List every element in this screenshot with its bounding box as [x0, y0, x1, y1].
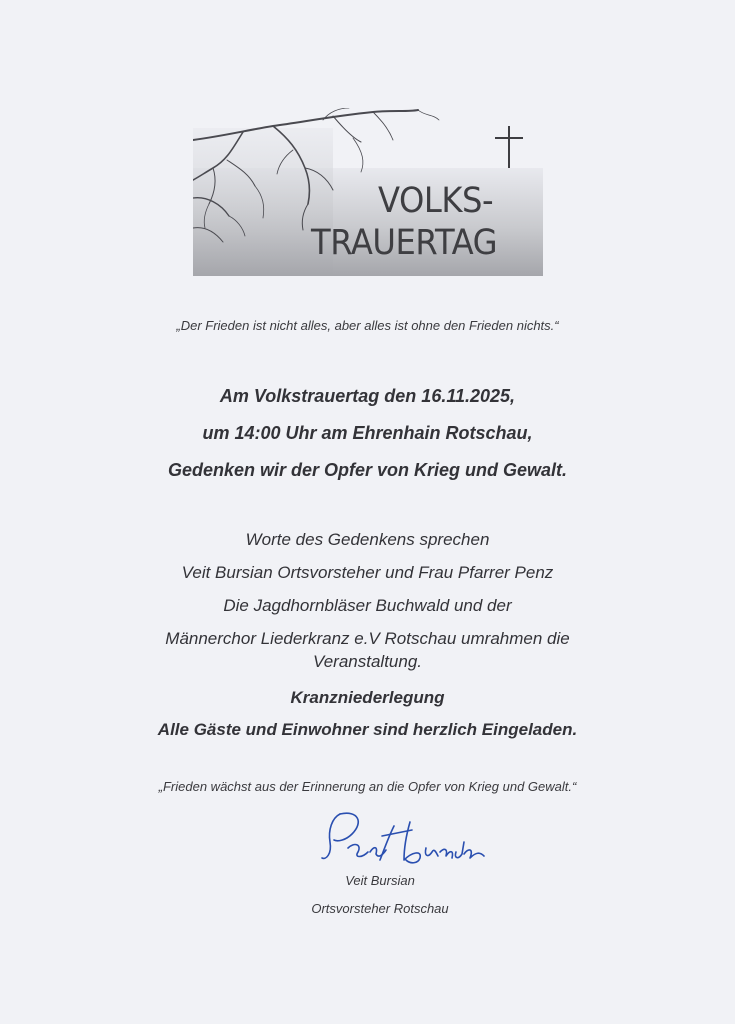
volkstrauertag-banner [193, 108, 543, 276]
program-line-7: Alle Gäste und Einwohner sind herzlich Eingeladen. [157, 720, 578, 739]
program-line-1: Worte des Gedenkens sprechen [245, 530, 490, 549]
quote-top: „Der Frieden ist nicht alles, aber alles ist ohne den Frieden nichts.“ [176, 318, 559, 333]
announcement-line-2: um 14:00 Uhr am Ehrenhain Rotschau, [202, 423, 533, 443]
signatory-role: Ortsvorsteher Rotschau [311, 901, 449, 916]
signatory-name: Veit Bursian [345, 873, 415, 888]
announcement-line-1: Am Volkstrauertag den 16.11.2025, [219, 386, 516, 406]
program-line-6: Kranzniederlegung [290, 688, 445, 707]
program-line-4: Männerchor Liederkranz e.V Rotschau umrahmen die [165, 629, 570, 648]
program-line-2: Veit Bursian Ortsvorsteher und Frau Pfarrer Penz [181, 563, 554, 582]
program-line-3: Die Jagdhornbläser Buchwald und der [223, 596, 512, 615]
banner-title-line1: VOLKS- [378, 181, 494, 221]
quote-bottom: „Frieden wächst aus der Erinnerung an die Opfer von Krieg und Gewalt.“ [158, 779, 577, 794]
banner-title-line2: TRAUERTAG [311, 223, 498, 263]
handwritten-signature [318, 808, 488, 873]
announcement-line-3: Gedenken wir der Opfer von Krieg und Gewalt. [167, 460, 568, 480]
program-line-5: Veranstaltung. [313, 652, 422, 671]
